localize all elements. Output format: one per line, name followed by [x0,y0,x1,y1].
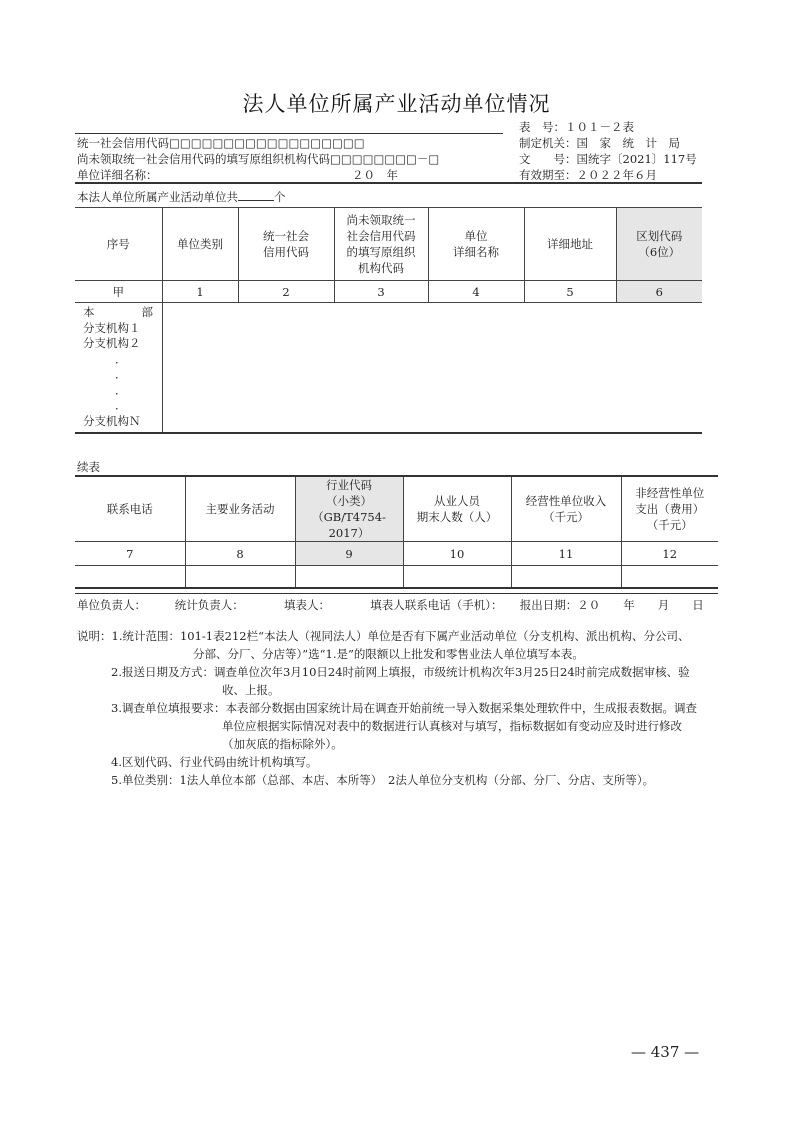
code-cell: 6 [616,281,702,303]
code-cell: 8 [185,542,295,566]
note-line: 5.单位类别：1法人单位本部（总部、本店、本所等） 2法人单位分支机构（分部、分厂、分店、支所等）。 [111,773,655,787]
page-title: 法人单位所属产业活动单位情况 [242,92,551,116]
units-table [75,207,702,434]
table2-code-row [75,542,718,566]
note-line: 4.区划代码、行业代码由统计机构填写。 [111,755,318,769]
header-nonprofit-expense: 非经营性单位 支出（费用） （千元） [621,476,718,542]
header-credit-code: 统一社会 信用代码 [238,208,334,281]
entry-cell[interactable] [511,566,621,588]
note-line: 单位应根据实际情况对表中的数据进行认真核对与填写，指标数据如有变动应及时进行修改 [222,719,682,733]
code-cell: 2 [238,281,334,303]
page-number: — 437 — [631,1043,700,1061]
row-label-cell [75,303,162,433]
note-line: 分部、分厂、分店等）”选“1.是”的限额以上批发和零售业法人单位填写本表。 [193,647,584,661]
entry-cell[interactable] [621,566,718,588]
header-operating-income: 经营性单位收入 （千元） [511,476,621,542]
header-main-business: 主要业务活动 [185,476,295,542]
issuing-authority: 制定机关：国 家 统 计 局 [519,136,680,150]
row-label-dot: ． [115,398,127,412]
entry-cell[interactable] [403,566,511,588]
document-number: 文 号：国统字〔2021〕117号 [519,152,697,166]
header-address: 详细地址 [524,208,616,281]
code-cell: 9 [295,542,403,566]
note-line: 2.报送日期及方式：调查单位次年3月10日24时前网上填报，市级统计机构次年3月25日24时前完成数据审核、验 [111,665,690,679]
entry-cell[interactable] [185,566,295,588]
code-cell: 3 [334,281,428,303]
row-label-branch-2: 分支机构２ [83,336,141,350]
table1-header-row [75,208,702,281]
code-cell: 1 [162,281,238,303]
table1-entry-area[interactable] [162,303,702,433]
header-unit-name: 单位 详细名称 [428,208,524,281]
header-phone: 联系电话 [75,476,185,542]
row-label-branch-n: 分支机构Ｎ [83,413,141,428]
header-org-code: 尚未领取统一 社会信用代码 的填写原组织 机构代码 [334,208,428,281]
row-label-hq: 本 部 [83,305,161,319]
continued-label: 续表 [77,460,100,474]
header-division-code: 区划代码 （6位） [616,208,702,281]
entry-cell[interactable] [295,566,403,588]
code-cell: 12 [621,542,718,566]
table2-entry-row[interactable] [75,566,718,588]
unit-count-line [77,189,286,205]
header-divider-bottom [75,182,702,184]
row-label-branch-1: 分支机构１ [83,320,141,335]
code-cell: 甲 [75,281,162,303]
note-line: 收、上报。 [222,683,280,697]
continued-table [75,475,718,589]
notes-block [77,627,697,789]
unit-count-suffix: 个 [274,190,286,204]
note-line: 3.调查单位填报要求：本表部分数据由国家统计局在调查开始前统一导入数据采集处理软件中，生成报表数据。调查 [111,701,697,715]
table1-body-row [75,303,702,433]
unit-count-blank[interactable] [238,190,274,201]
header-seq: 序号 [75,208,162,281]
code-cell: 5 [524,281,616,303]
code-cell: 4 [428,281,524,303]
year-field: ２０ 年 [352,168,398,182]
valid-until: 有效期至：２０２２年６月 [519,168,657,182]
signature-rule [75,593,718,594]
header-employees: 从业人员 期末人数（人） [403,476,511,542]
table1-code-row [75,281,702,303]
code-cell: 11 [511,542,621,566]
header-divider-top [75,133,503,134]
row-label-dot: ． [115,382,127,397]
credit-code-field[interactable]: 统一社会信用代码□□□□□□□□□□□□□□□□□□ [77,136,365,150]
code-cell: 7 [75,542,185,566]
code-cell: 10 [403,542,511,566]
org-code-field[interactable]: 尚未领取统一社会信用代码的填写原组织机构代码□□□□□□□□－□ [77,152,440,166]
header-industry-code: 行业代码 （小类） （GB/T4754-2017） [295,476,403,542]
entry-cell[interactable] [75,566,185,588]
row-label-dot: ． [115,367,127,381]
note-line: （加灰底的指标除外）。 [222,737,343,751]
header-unit-type: 单位类别 [162,208,238,281]
signature-line: 单位负责人： 统计负责人： 填表人： 填表人联系电话（手机）： 报出日期：２０ 年 月 日 [77,598,704,612]
row-label-dot: ． [115,351,127,366]
form-number: 表 号：１０１－２表 [519,120,634,134]
unit-count-prefix: 本法人单位所属产业活动单位共 [77,190,238,204]
note-line: 说明：1.统计范围：101-1表212栏“本法人（视同法人）单位是否有下属产业活动单位（分支机构、派出机构、分公司、 [77,629,690,643]
unit-name-label: 单位详细名称： [77,168,158,182]
table2-header-row [75,476,718,542]
